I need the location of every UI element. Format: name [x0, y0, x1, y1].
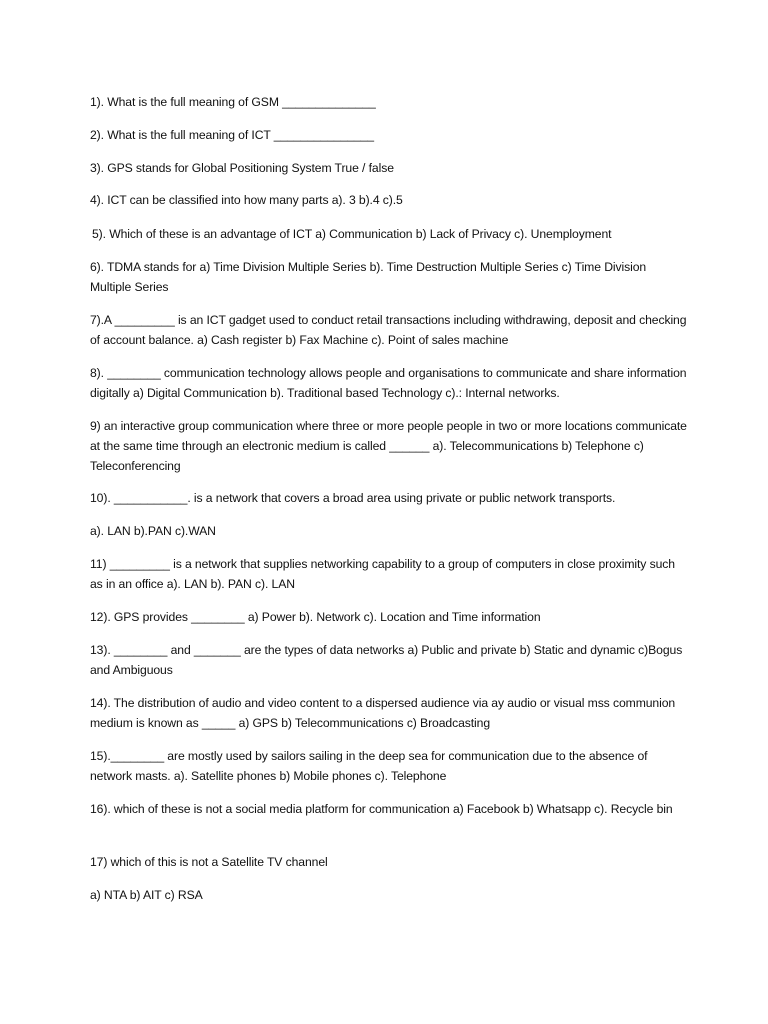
question-5: 5). Which of these is an advantage of ICT a) Communication b) Lack of Privacy c). Unemployment	[92, 227, 612, 241]
question-15: 15).________ are mostly used by sailors sailing in the deep sea for communication due to the absence of network masts. a). Satellite phones b) Mobile phones c). Telephone	[90, 749, 648, 783]
question-9: 9) an interactive group communication where three or more people people in two or more locations communicate at the same time through an electronic medium is called ______ a). Telecommunications b) Telephone c) Teleconferencing	[90, 419, 687, 473]
question-10: 10). ___________. is a network that covers a broad area using private or public network transports.	[90, 491, 616, 505]
question-1: 1). What is the full meaning of GSM ______________	[90, 95, 376, 109]
question-10-options: a). LAN b).PAN c).WAN	[90, 524, 216, 538]
question-2: 2). What is the full meaning of ICT _______________	[90, 128, 374, 142]
question-14: 14). The distribution of audio and video content to a dispersed audience via ay audio or visual mss communion medium is known as _____ a) GPS b) Telecommunications c) Broadcasting	[90, 696, 676, 730]
question-17-options: a) NTA b) AIT c) RSA	[90, 888, 203, 902]
question-4: 4). ICT can be classified into how many parts a). 3 b).4 c).5	[90, 193, 403, 207]
question-13: 13). ________ and _______ are the types of data networks a) Public and private b) Static and dynamic c)Bogus and Ambiguous	[90, 643, 683, 677]
question-16: 16). which of these is not a social media platform for communication a) Facebook b) Whatsapp c). Recycle bin	[90, 802, 673, 816]
question-6: 6). TDMA stands for a) Time Division Multiple Series b). Time Destruction Multiple Series c) Time Division Multiple Series	[90, 260, 647, 294]
question-8: 8). ________ communication technology allows people and organisations to communicate and share information digitally a) Digital Communication b). Traditional based Technology c).: Internal networks.	[90, 366, 687, 400]
question-3: 3). GPS stands for Global Positioning System True / false	[90, 161, 394, 175]
question-11: 11) _________ is a network that supplies networking capability to a group of computers in close proximity such as in an office a). LAN b). PAN c). LAN	[90, 557, 675, 591]
question-12: 12). GPS provides ________ a) Power b). Network c). Location and Time information	[90, 610, 541, 624]
question-7: 7).A _________ is an ICT gadget used to conduct retail transactions including withdrawing, deposit and checking of account balance. a) Cash register b) Fax Machine c). Point of sales machine	[90, 313, 687, 347]
question-17: 17) which of this is not a Satellite TV channel	[90, 855, 328, 869]
